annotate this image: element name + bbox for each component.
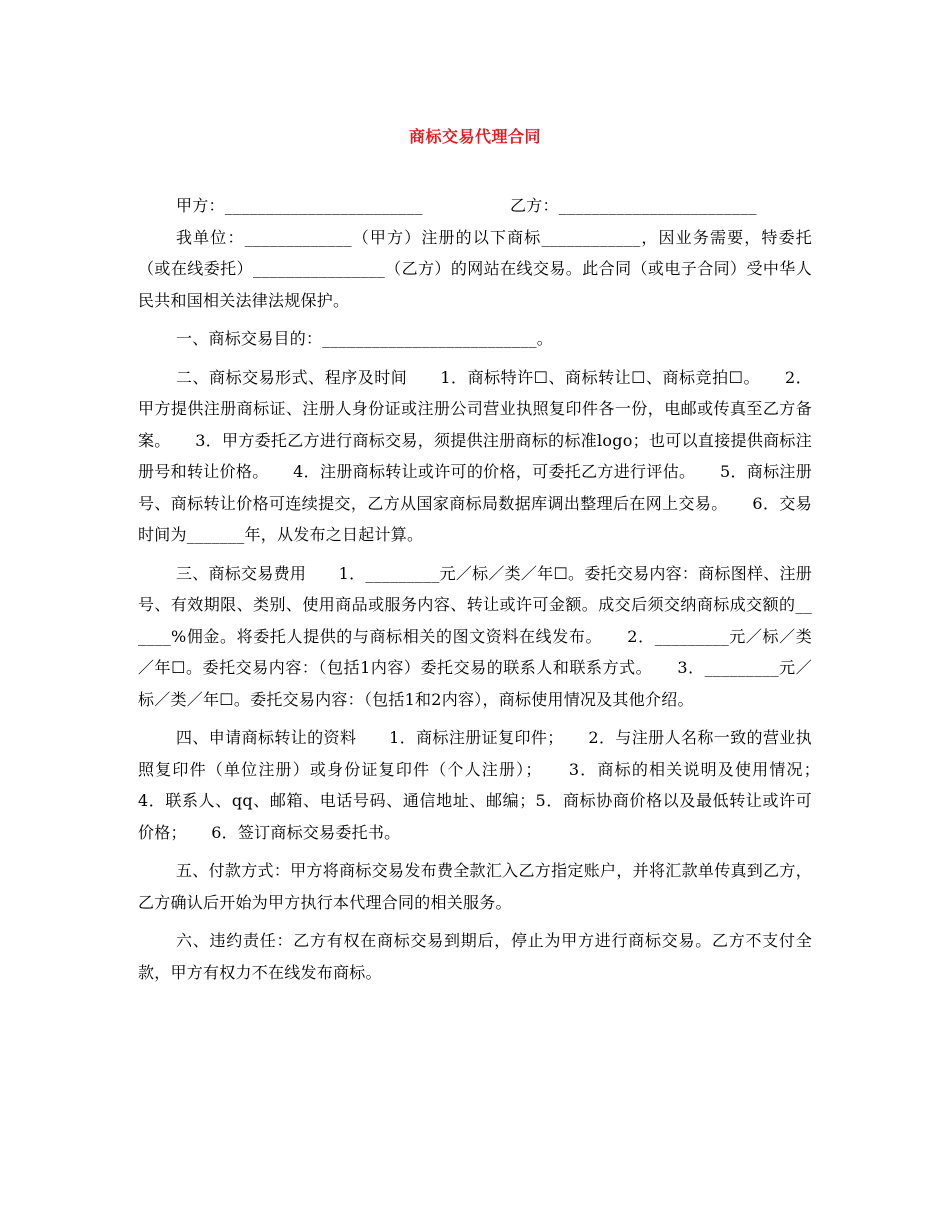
- party-a-field: 甲方：________________________: [176, 196, 423, 215]
- section-5-payment: 五、付款方式：甲方将商标交易发布费全款汇入乙方指定账户，并将汇款单传真到乙方，乙方确认后开始为甲方执行本代理合同的相关服务。: [138, 861, 812, 912]
- section-1-purpose: 一、商标交易目的：__________________________。: [176, 329, 554, 348]
- party-b-field: 乙方：________________________: [510, 196, 757, 215]
- section-6-liability: 六、违约责任：乙方有权在商标交易到期后，停止为甲方进行商标交易。乙方不支付全款，甲方有权力不在线发布商标。: [138, 931, 812, 982]
- section-2-form-procedure: 二、商标交易形式、程序及时间 1．商标特许☐、商标转让☐、商标竞拍☐。 2．甲方提供注册商标证、注册人身份证或注册公司营业执照复印件各一份，电邮或传真至乙方备案。 3．甲方委托乙方进行商标交易，须提供注册商标的标准logo；也可以直接提供商标注册号和转让价格。 4．注册商标转让或许可的价格，可委托乙方进行评估。 5．商标注册号、商标转让价格可连续提交，乙方从国家商标局数据库调出整理后在网上交易。 6．交易时间为_______年，从发布之日起计算。: [138, 367, 812, 544]
- intro-paragraph: 我单位：_____________（甲方）注册的以下商标____________，因业务需要，特委托（或在线委托）________________（乙方）的网站在线交易。此合同（或电子合同）受中华人民共和国相关法律法规保护。: [138, 227, 812, 310]
- section-4-materials: 四、申请商标转让的资料 1．商标注册证复印件； 2．与注册人名称一致的营业执照复印件（单位注册）或身份证复印件（个人注册）； 3．商标的相关说明及使用情况； 4．联系人、qq、邮箱、电话号码、通信地址、邮编；5．商标协商价格以及最低转让或许可价格； 6．签订商标交易委托书。: [138, 728, 845, 842]
- section-3-fees: 三、商标交易费用 1．_________元／标／类／年☐。委托交易内容：商标图样、注册号、有效期限、类别、使用商品或服务内容、转让或许可金额。成交后须交纳商标成交额的______%佣金。将委托人提供的与商标相关的图文资料在线发布。 2．_________元／标／类／年☐。委托交易内容：（包括1内容）委托交易的联系人和联系方式。 3．_________元／标／类／年☐。委托交易内容：（包括1和2内容），商标使用情况及其他介绍。: [138, 563, 812, 709]
- document-title: 商标交易代理合同: [408, 127, 541, 146]
- document-body: [138, 190, 845, 995]
- parties-line: [138, 190, 812, 222]
